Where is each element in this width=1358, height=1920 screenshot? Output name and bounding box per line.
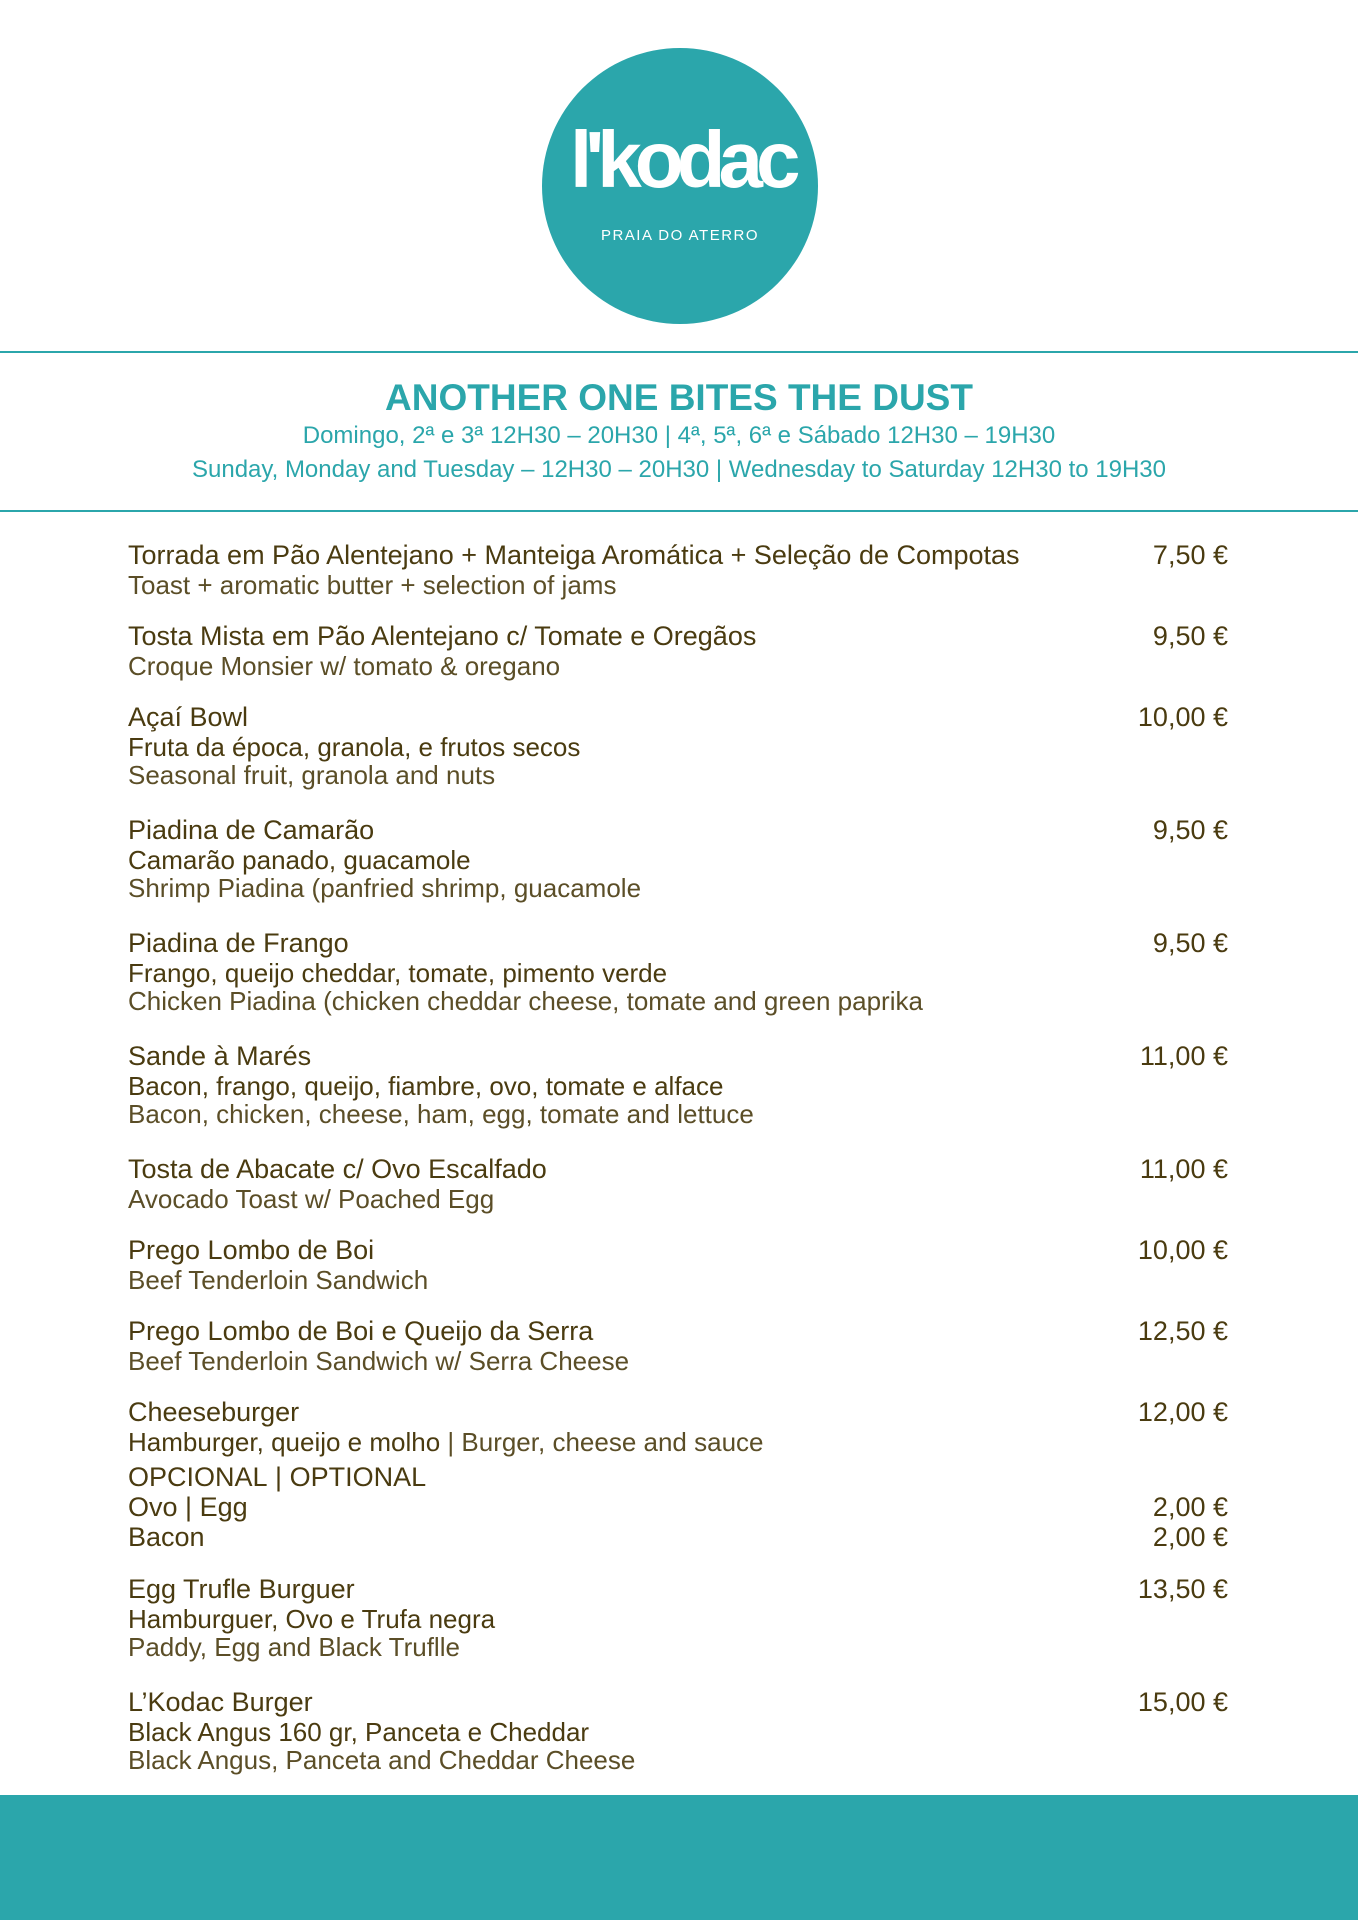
- item-price: 11,00 €: [1139, 1154, 1228, 1184]
- item-name: Açaí Bowl: [128, 702, 249, 732]
- item-translation: Paddy, Egg and Black Truflle: [128, 1632, 460, 1662]
- item-price: 10,00 €: [1137, 1235, 1228, 1265]
- option-price: 2,00 €: [1152, 1522, 1228, 1552]
- option-label-en: Egg: [199, 1492, 248, 1522]
- optional-en: OPTIONAL: [289, 1462, 427, 1492]
- item-description: Camarão panado, guacamole: [128, 845, 471, 875]
- item-translation: Beef Tenderloin Sandwich: [128, 1265, 429, 1295]
- logo-subtitle: PRAIA DO ATERRO: [600, 227, 760, 244]
- item-price: 13,50 €: [1137, 1574, 1228, 1604]
- divider-bottom: [0, 510, 1358, 512]
- logo: [542, 48, 818, 324]
- menu-item: [128, 1235, 1228, 1294]
- menu-item-cheeseburger: [128, 1397, 1228, 1552]
- menu-item: [128, 540, 1228, 599]
- item-name: Prego Lombo de Boi e Queijo da Serra: [128, 1316, 594, 1346]
- option-label-pt: Ovo: [128, 1492, 178, 1522]
- item-name: L’Kodac Burger: [128, 1687, 313, 1717]
- desc-en: Burger, cheese and sauce: [461, 1427, 764, 1457]
- menu-item: [128, 1687, 1228, 1774]
- item-description: Black Angus 160 gr, Panceta e Cheddar: [128, 1717, 590, 1747]
- menu-item: [128, 815, 1228, 902]
- menu-item: [128, 621, 1228, 680]
- item-name: Sande à Marés: [128, 1041, 312, 1071]
- item-translation: Black Angus, Panceta and Cheddar Cheese: [128, 1745, 636, 1775]
- item-name: Piadina de Camarão: [128, 815, 375, 845]
- item-description: Bacon, frango, queijo, fiambre, ovo, tomate e alface: [128, 1071, 724, 1101]
- menu-item: [128, 1041, 1228, 1128]
- item-translation: Bacon, chicken, cheese, ham, egg, tomate and lettuce: [128, 1099, 754, 1129]
- logo-wordmark: l'kodac: [570, 115, 794, 204]
- item-name: Tosta Mista em Pão Alentejano c/ Tomate e Oregãos: [128, 621, 757, 651]
- item-translation: Toast + aromatic butter + selection of jams: [128, 570, 617, 600]
- optional-separator: |: [267, 1462, 290, 1492]
- item-name: Piadina de Frango: [128, 928, 349, 958]
- divider-top: [0, 351, 1358, 353]
- optional-pt: OPCIONAL: [128, 1462, 268, 1492]
- item-translation: Seasonal fruit, granola and nuts: [128, 760, 496, 790]
- item-name: Cheeseburger: [128, 1397, 300, 1427]
- item-price: 7,50 €: [1152, 540, 1228, 570]
- item-translation: Beef Tenderloin Sandwich w/ Serra Cheese: [128, 1346, 630, 1376]
- item-translation: Chicken Piadina (chicken cheddar cheese, tomate and green paprika: [128, 986, 923, 1016]
- item-name: Egg Trufle Burguer: [128, 1574, 355, 1604]
- item-translation: Croque Monsier w/ tomato & oregano: [128, 651, 561, 681]
- item-description: Frango, queijo cheddar, tomate, pimento verde: [128, 958, 668, 988]
- optional-heading: [128, 1462, 1228, 1492]
- item-price: 9,50 €: [1152, 928, 1228, 958]
- option-separator: |: [177, 1492, 200, 1522]
- menu-item: [128, 928, 1228, 1015]
- item-price: 9,50 €: [1152, 815, 1228, 845]
- item-price: 12,50 €: [1137, 1316, 1228, 1346]
- item-price: 15,00 €: [1137, 1687, 1228, 1717]
- option-label-pt: Bacon: [128, 1522, 205, 1552]
- menu-item: [128, 702, 1228, 789]
- option-row: [128, 1492, 1228, 1522]
- item-price: 10,00 €: [1137, 702, 1228, 732]
- item-description: Fruta da época, granola, e frutos secos: [128, 732, 581, 762]
- menu-item: [128, 1574, 1228, 1661]
- item-description: [128, 1428, 1228, 1456]
- desc-pt: Hamburger, queijo e molho: [128, 1427, 441, 1457]
- item-name: Tosta de Abacate c/ Ovo Escalfado: [128, 1154, 547, 1184]
- item-price: 9,50 €: [1152, 621, 1228, 651]
- menu-item: [128, 1154, 1228, 1213]
- item-name: Torrada em Pão Alentejano + Manteiga Aromática + Seleção de Compotas: [128, 540, 1020, 570]
- footer-band: [0, 1795, 1358, 1920]
- option-row: [128, 1522, 1228, 1552]
- item-translation: Avocado Toast w/ Poached Egg: [128, 1184, 495, 1214]
- item-translation: Shrimp Piadina (panfried shrimp, guacamole: [128, 873, 642, 903]
- opening-hours-pt: Domingo, 2ª e 3ª 12H30 – 20H30 | 4ª, 5ª, 6ª e Sábado 12H30 – 19H30: [302, 422, 1056, 449]
- menu-list: [128, 540, 1228, 1774]
- menu-item: [128, 1316, 1228, 1375]
- page-title: ANOTHER ONE BITES THE DUST: [385, 377, 973, 418]
- opening-hours-en: Sunday, Monday and Tuesday – 12H30 – 20H30 | Wednesday to Saturday 12H30 to 19H30: [191, 456, 1166, 483]
- item-name: Prego Lombo de Boi: [128, 1235, 375, 1265]
- option-price: 2,00 €: [1152, 1492, 1228, 1522]
- item-price: 12,00 €: [1137, 1397, 1228, 1427]
- item-price: 11,00 €: [1139, 1041, 1228, 1071]
- item-description: Hamburguer, Ovo e Trufa negra: [128, 1604, 496, 1634]
- desc-separator: |: [440, 1427, 462, 1457]
